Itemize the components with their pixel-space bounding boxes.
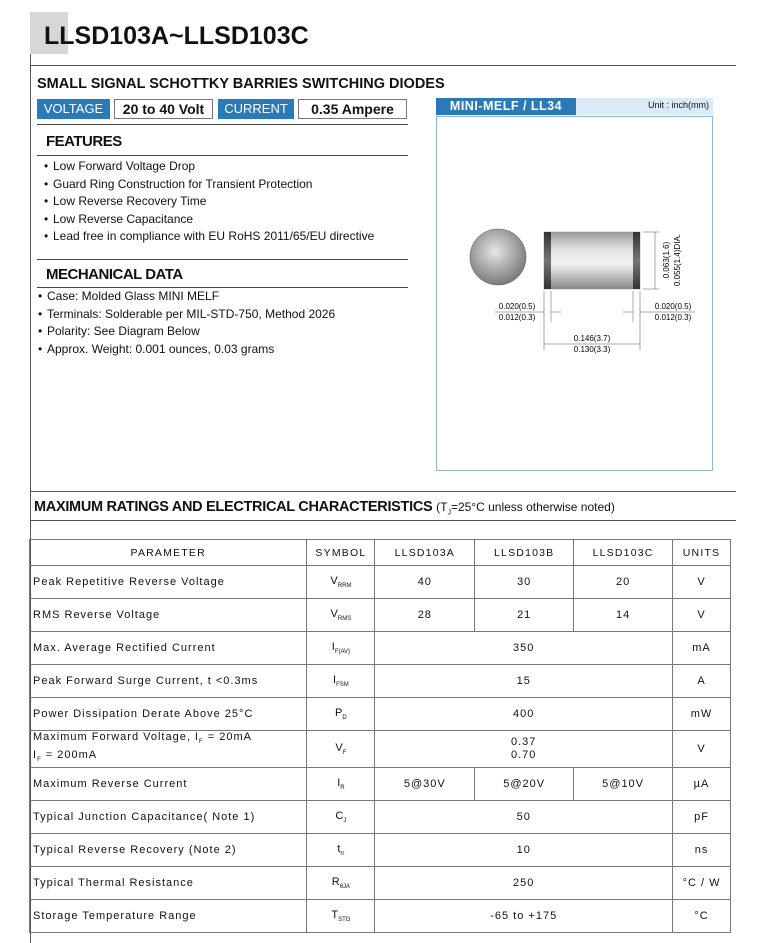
value-cell: 350 (375, 632, 673, 665)
symbol-cell: $T_{STG}$ (307, 900, 375, 933)
bullet-icon: • (38, 306, 43, 321)
value-cell: 30 (475, 566, 574, 599)
mechanical-item-text: Terminals: Solderable per MIL-STD-750, Method 2026 (47, 306, 336, 321)
body-side-view (544, 232, 640, 289)
ratings-title-text: MAXIMUM RATINGS AND ELECTRICAL CHARACTERISTICS (34, 499, 433, 515)
table-header-cell: LLSD103C (574, 540, 673, 566)
unit-cell: °C / W (673, 867, 731, 900)
param-cell: Typical Junction Capacitance( Note 1) (30, 801, 307, 834)
unit-cell: ns (673, 834, 731, 867)
table-header-row (30, 540, 731, 566)
bullet-icon: • (44, 159, 49, 173)
symbol-cell: $I_R$ (307, 768, 375, 801)
table-row (30, 566, 731, 599)
dim-dia-min: 0.055(1.4)DIA. (673, 233, 682, 287)
dim-left-cap-min: 0.012(0.3) (498, 313, 536, 322)
bullet-icon: • (38, 341, 43, 356)
symbol-cell: $C_J$ (307, 801, 375, 834)
features-item (44, 211, 374, 229)
table-row (30, 867, 731, 900)
ratings-table (29, 539, 731, 933)
value-cell: 21 (475, 599, 574, 632)
features-item-text: Guard Ring Construction for Transient Protection (53, 176, 313, 191)
table-row (30, 900, 731, 933)
symbol-cell: $V_F$ (307, 731, 375, 768)
ratings-note: ($T_J=25^\circ C$ unless otherwise noted) (436, 500, 615, 517)
page-title: LLSD103A~LLSD103C (44, 22, 309, 50)
dim-length-max: 0.146(3.7) (573, 334, 611, 343)
symbol-cell: $I_{F(AV)}$ (307, 632, 375, 665)
features-list (44, 158, 374, 246)
bullet-icon: • (44, 176, 49, 191)
package-unit: Unit : inch(mm) (647, 100, 709, 110)
param-cell: Typical Reverse Recovery (Note 2) (30, 834, 307, 867)
package-drawing-box (436, 116, 713, 471)
bullet-icon: • (38, 289, 43, 303)
features-bottom-line (37, 155, 408, 156)
value-cell: 0.37 0.70 (375, 731, 673, 768)
bullet-icon: • (44, 211, 49, 226)
value-cell: 250 (375, 867, 673, 900)
value-cell: 5@20V (475, 768, 574, 801)
ratings-title (34, 499, 615, 516)
package-header (436, 98, 713, 115)
table-row (30, 698, 731, 731)
symbol-cell: $R_{\theta JA}$ (307, 867, 375, 900)
mechanical-top-line (37, 259, 408, 260)
unit-cell: V (673, 566, 731, 599)
voltage-value: 20 to 40 Volt (114, 99, 213, 119)
value-cell: 5@30V (375, 768, 475, 801)
unit-cell: A (673, 665, 731, 698)
unit-cell: V (673, 599, 731, 632)
end-view-circle (470, 229, 526, 285)
header-divider (30, 65, 736, 66)
param-cell: Power Dissipation Derate Above 25°C (30, 698, 307, 731)
bullet-icon: • (44, 194, 49, 208)
value-cell: 400 (375, 698, 673, 731)
mechanical-item-text: Polarity: See Diagram Below (47, 324, 200, 338)
features-item-text: Lead free in compliance with EU RoHS 2011/65/EU directive (53, 229, 375, 243)
param-cell: Storage Temperature Range (30, 900, 307, 933)
param-cell: Maximum Reverse Current (30, 768, 307, 801)
unit-cell: mA (673, 632, 731, 665)
voltage-label: VOLTAGE (37, 99, 110, 119)
table-row (30, 665, 731, 698)
unit-cell: °C (673, 900, 731, 933)
mechanical-item-text: Approx. Weight: 0.001 ounces, 0.03 grams (47, 341, 275, 356)
dim-dia-max: 0.063(1.6) (662, 241, 671, 279)
param-cell: RMS Reverse Voltage (30, 599, 307, 632)
mechanical-item (38, 341, 335, 359)
mechanical-item (38, 288, 335, 306)
param-cell: Peak Repetitive Reverse Voltage (30, 566, 307, 599)
unit-cell: µA (673, 768, 731, 801)
mechanical-title: MECHANICAL DATA (46, 266, 183, 283)
mechanical-item (38, 323, 335, 341)
table-header-cell: LLSD103B (475, 540, 574, 566)
mechanical-item (38, 306, 335, 324)
unit-cell: V (673, 731, 731, 768)
param-cell: Peak Forward Surge Current, t <0.3ms (30, 665, 307, 698)
current-label: CURRENT (218, 99, 294, 119)
features-top-line (37, 124, 408, 125)
left-cap (544, 232, 551, 289)
dim-length-min: 0.130(3.3) (573, 345, 611, 354)
value-cell: 28 (375, 599, 475, 632)
param-cell: Typical Thermal Resistance (30, 867, 307, 900)
ratings-top-line (30, 491, 736, 492)
table-row (30, 632, 731, 665)
features-title: FEATURES (46, 133, 122, 150)
bullet-icon: • (38, 324, 43, 338)
bullet-icon: • (44, 229, 49, 243)
mechanical-item-text: Case: Molded Glass MINI MELF (47, 289, 220, 303)
dim-left-cap-max: 0.020(0.5) (498, 302, 536, 311)
package-drawing (437, 117, 714, 472)
table-row (30, 834, 731, 867)
document-subtitle: SMALL SIGNAL SCHOTTKY BARRIES SWITCHING DIODES (37, 76, 445, 92)
ratings-bottom-line (30, 520, 736, 521)
page-header (0, 0, 775, 66)
right-cap (633, 232, 640, 289)
value-cell: 20 (574, 566, 673, 599)
value-cell: -65 to +175 (375, 900, 673, 933)
symbol-cell: $P_D$ (307, 698, 375, 731)
value-cell: 10 (375, 834, 673, 867)
value-cell: 50 (375, 801, 673, 834)
table-header-cell: SYMBOL (307, 540, 375, 566)
table-row (30, 599, 731, 632)
features-item-text: Low Reverse Capacitance (53, 211, 194, 226)
param-cell: Maximum Forward Voltage, $I_F = 20mA$ $I_F = 200mA$ (30, 731, 307, 768)
features-item (44, 158, 374, 176)
features-item-text: Low Forward Voltage Drop (53, 159, 196, 173)
table-row (30, 801, 731, 834)
current-value: 0.35 Ampere (298, 99, 407, 119)
value-cell: 40 (375, 566, 475, 599)
dim-right-cap-min: 0.012(0.3) (654, 313, 692, 322)
value-cell: 15 (375, 665, 673, 698)
table-row (30, 768, 731, 801)
table-header-cell: PARAMETER (30, 540, 307, 566)
symbol-cell: $V_{RRM}$ (307, 566, 375, 599)
features-item-text: Low Reverse Recovery Time (53, 194, 207, 208)
symbol-cell: $V_{RMS}$ (307, 599, 375, 632)
table-header-cell: UNITS (673, 540, 731, 566)
table-header-cell: LLSD103A (375, 540, 475, 566)
table-row (30, 731, 731, 768)
symbol-cell: $I_{FSM}$ (307, 665, 375, 698)
features-item (44, 176, 374, 194)
value-cell: 5@10V (574, 768, 673, 801)
features-item (44, 193, 374, 211)
package-name: MINI-MELF / LL34 (436, 98, 576, 115)
value-cell: 14 (574, 599, 673, 632)
mechanical-list (38, 288, 335, 358)
features-item (44, 228, 374, 246)
unit-cell: pF (673, 801, 731, 834)
dim-right-cap-max: 0.020(0.5) (654, 302, 692, 311)
param-cell: Max. Average Rectified Current (30, 632, 307, 665)
symbol-cell: $t_{rr}$ (307, 834, 375, 867)
unit-cell: mW (673, 698, 731, 731)
